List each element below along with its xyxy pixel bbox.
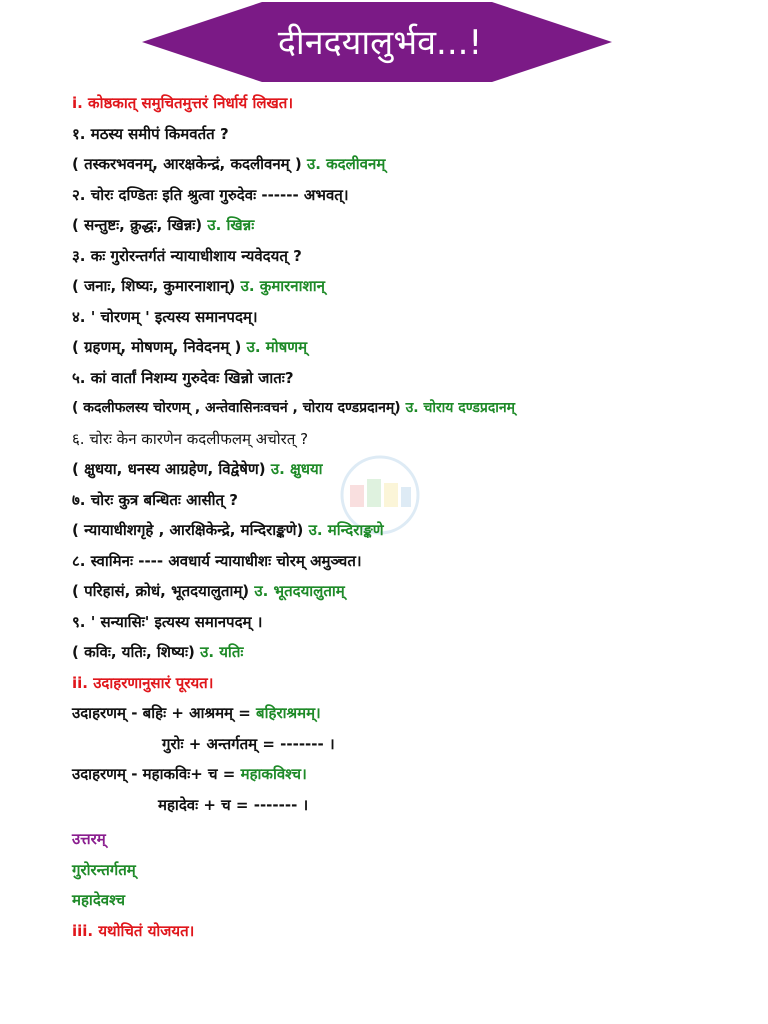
example-result: महाकविश्च। — [240, 765, 307, 783]
question-2: २. चोरः दण्डितः इति श्रुत्वा गुरुदेवः ------ अभवत्। — [72, 185, 349, 204]
options-text: ( सन्तुष्टः, क्रुद्धः, खिन्नः) — [72, 216, 203, 234]
options-1 — [72, 149, 752, 180]
example-expression: महाकविः+ च = — [142, 765, 236, 783]
worksheet-content — [72, 88, 752, 946]
question-7: ७. चोरः कुत्र बन्धितः आसीत् ? — [72, 490, 239, 509]
exercise-expression: महादेवः + च = — [158, 795, 249, 814]
question-3: ३. कः गुरोरन्तर्गतं न्यायाधीशाय न्यवेदयत् ? — [72, 246, 302, 265]
question-4: ४. ' चोरणम् ' इत्यस्य समानपदम्। — [72, 307, 258, 326]
options-8 — [72, 576, 752, 607]
question-9: ९. ' सन्यासिः' इत्यस्य समानपदम् । — [72, 612, 263, 631]
options-text: ( ग्रहणम्, मोषणम्, निवेदनम् ) — [72, 338, 242, 356]
page-title: दीनदयालुर्भव...! — [277, 23, 483, 63]
answer-text: उ. चोराय दण्डप्रदानम् — [405, 400, 516, 416]
section-3-heading: iii. यथोचितं योजयत। — [72, 921, 195, 940]
example-result: बहिराश्रमम्। — [256, 704, 321, 722]
example-row-1 — [72, 698, 752, 729]
options-4 — [72, 332, 752, 363]
options-7 — [72, 515, 752, 546]
answer-text: उ. खिन्नः — [207, 216, 255, 234]
options-3 — [72, 271, 752, 302]
question-1: १. मठस्य समीपं किमवर्तत ? — [72, 124, 229, 143]
options-9 — [72, 637, 752, 668]
answer-text: उ. भूतदयालुताम् — [254, 582, 345, 600]
answer-text: उ. मन्दिराङ्कणे — [308, 521, 384, 539]
example-label: उदाहरणम् - — [72, 704, 138, 722]
exercise-row-1 — [72, 729, 752, 760]
question-6: ६. चोरः केन कारणेन कदलीफलम् अचोरत् ? — [72, 429, 309, 448]
exercise-blank: ------- । — [253, 795, 309, 814]
example-label: उदाहरणम् - — [72, 765, 138, 783]
example-expression: बहिः + आश्रमम् = — [142, 704, 251, 722]
options-text: ( तस्करभवनम्, आरक्षकेन्द्रं, कदलीवनम् ) — [72, 155, 302, 173]
answer-text: उ. कुमारनाशान् — [240, 277, 325, 295]
options-5 — [72, 393, 752, 424]
answer-text: उ. क्षुधया — [270, 460, 323, 478]
options-text: ( न्यायाधीशगृहे , आरक्षिकेन्द्रे, मन्दिराङ्कणे) — [72, 521, 304, 539]
options-text: ( क्षुधया, धनस्य आग्रहेण, विद्वेषेण) — [72, 460, 266, 478]
exercise-row-2 — [72, 790, 752, 821]
options-text: ( परिहासं, क्रोधं, भूतदयालुताम्) — [72, 582, 250, 600]
answer-text: उ. यतिः — [200, 643, 244, 661]
exercise-expression: गुरोः + अन्तर्गतम् = — [162, 734, 275, 753]
options-text: ( कदलीफलस्य चोरणम् , अन्तेवासिनःवचनं , चोराय दण्डप्रदानम्) — [72, 400, 401, 416]
question-8: ८. स्वामिनः ---- अवधार्य न्यायाधीशः चोरम् अमुञ्चत। — [72, 551, 362, 570]
example-row-2 — [72, 759, 752, 790]
section-1-heading: i. कोष्ठकात् समुचितमुत्तरं निर्धार्य लिखत। — [72, 94, 294, 112]
section-2-heading: ii. उदाहरणानुसारं पूरयत। — [72, 673, 214, 692]
options-2 — [72, 210, 752, 241]
options-6 — [72, 454, 752, 485]
options-text: ( जनाः, शिष्यः, कुमारनाशान्) — [72, 277, 236, 295]
question-5: ५. कां वार्तां निशम्य गुरुदेवः खिन्नो जातः? — [72, 368, 294, 387]
answer-text: उ. मोषणम् — [246, 338, 308, 356]
options-text: ( कविः, यतिः, शिष्यः) — [72, 643, 195, 661]
exercise-blank: ------- । — [280, 734, 335, 753]
answer-item-1: गुरोरन्तर्गतम् — [72, 860, 136, 879]
answers-heading: उत्तरम् — [72, 830, 106, 848]
answer-item-2: महादेवश्च — [72, 891, 126, 909]
answer-text: उ. कदलीवनम् — [306, 155, 386, 173]
